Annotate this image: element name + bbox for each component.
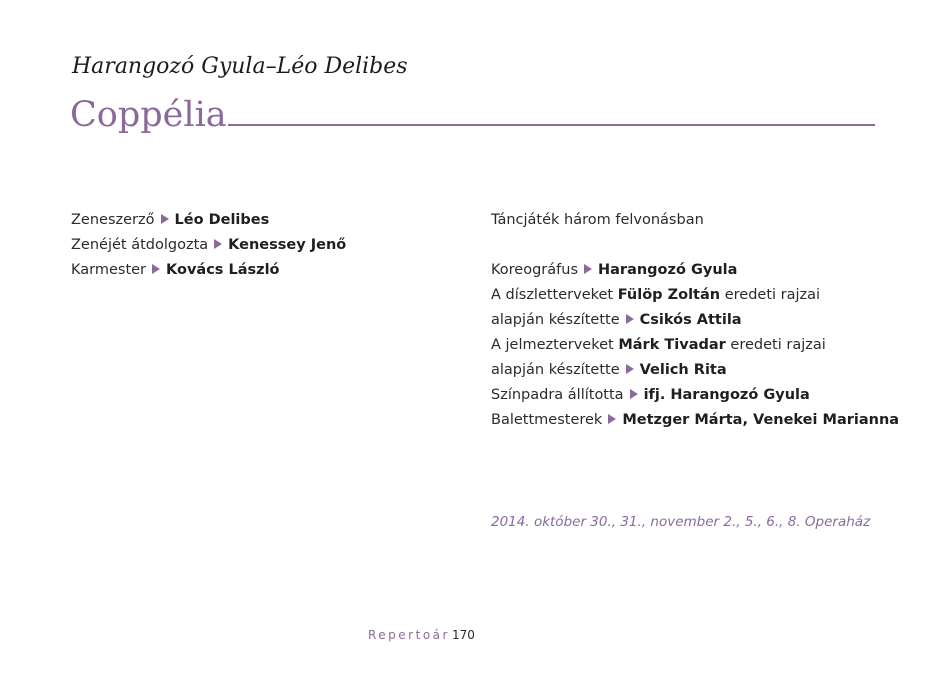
- triangle-right-icon: [626, 314, 634, 324]
- triangle-right-icon: [608, 414, 616, 424]
- credit-name: ifj. Harangozó Gyula: [643, 387, 810, 403]
- credit-name: Csikós Attila: [639, 312, 742, 328]
- credit-text: A jelmezterveket: [491, 337, 614, 353]
- triangle-right-icon: [630, 389, 638, 399]
- triangle-right-icon: [584, 264, 592, 274]
- credit-role: alapján készítette: [491, 312, 620, 328]
- credit-line-costume-intro: [491, 333, 899, 358]
- triangle-right-icon: [214, 239, 222, 249]
- credit-name: Velich Rita: [639, 362, 727, 378]
- performance-dates: 2014. október 30., 31., november 2., 5., 6., 8. Operaház: [491, 514, 871, 530]
- credit-name: Léo Delibes: [174, 212, 270, 228]
- footer-section-label: Repertoár: [368, 628, 450, 642]
- credit-line-set-design-intro: [491, 283, 899, 308]
- credit-role: Koreográfus: [491, 262, 578, 278]
- spacer: [491, 233, 899, 258]
- credits-left-column: [71, 208, 346, 283]
- credit-name: Kenessey Jenő: [228, 237, 347, 253]
- credit-role: Zenéjét átdolgozta: [71, 237, 209, 253]
- credit-name: Kovács László: [166, 262, 280, 278]
- page-title: Coppélia: [70, 95, 227, 135]
- triangle-right-icon: [152, 264, 160, 274]
- credit-text: eredeti rajzai: [730, 337, 826, 353]
- title-rule-divider: [228, 124, 875, 126]
- credit-text: eredeti rajzai: [724, 287, 821, 303]
- credit-line-costume-designer: [491, 358, 899, 383]
- credit-role: Zeneszerző: [71, 212, 155, 228]
- credit-line-arranger: [71, 233, 346, 258]
- work-subtitle: Táncjáték három felvonásban: [491, 212, 704, 228]
- credit-line-staging: [491, 383, 899, 408]
- credit-line-set-designer: [491, 308, 899, 333]
- credit-original-artist: Fülöp Zoltán: [617, 287, 721, 303]
- triangle-right-icon: [626, 364, 634, 374]
- credit-line-choreographer: [491, 258, 899, 283]
- credit-original-artist: Márk Tivadar: [618, 337, 726, 353]
- credit-line-conductor: [71, 258, 346, 283]
- credit-role: alapján készítette: [491, 362, 620, 378]
- credit-name: Harangozó Gyula: [598, 262, 738, 278]
- credit-role: Színpadra állította: [491, 387, 624, 403]
- triangle-right-icon: [161, 214, 169, 224]
- page-number: 170: [452, 628, 475, 642]
- authors-heading: Harangozó Gyula–Léo Delibes: [72, 54, 408, 79]
- credit-line-composer: [71, 208, 346, 233]
- credit-role: Karmester: [71, 262, 147, 278]
- title-row: [70, 92, 875, 138]
- credits-right-column: [491, 208, 899, 433]
- credit-text: A díszletterveket: [491, 287, 614, 303]
- credit-role: Balettmesterek: [491, 412, 603, 428]
- credit-line-ballet-masters: [491, 408, 899, 433]
- credit-name: Metzger Márta, Venekei Marianna: [622, 412, 900, 428]
